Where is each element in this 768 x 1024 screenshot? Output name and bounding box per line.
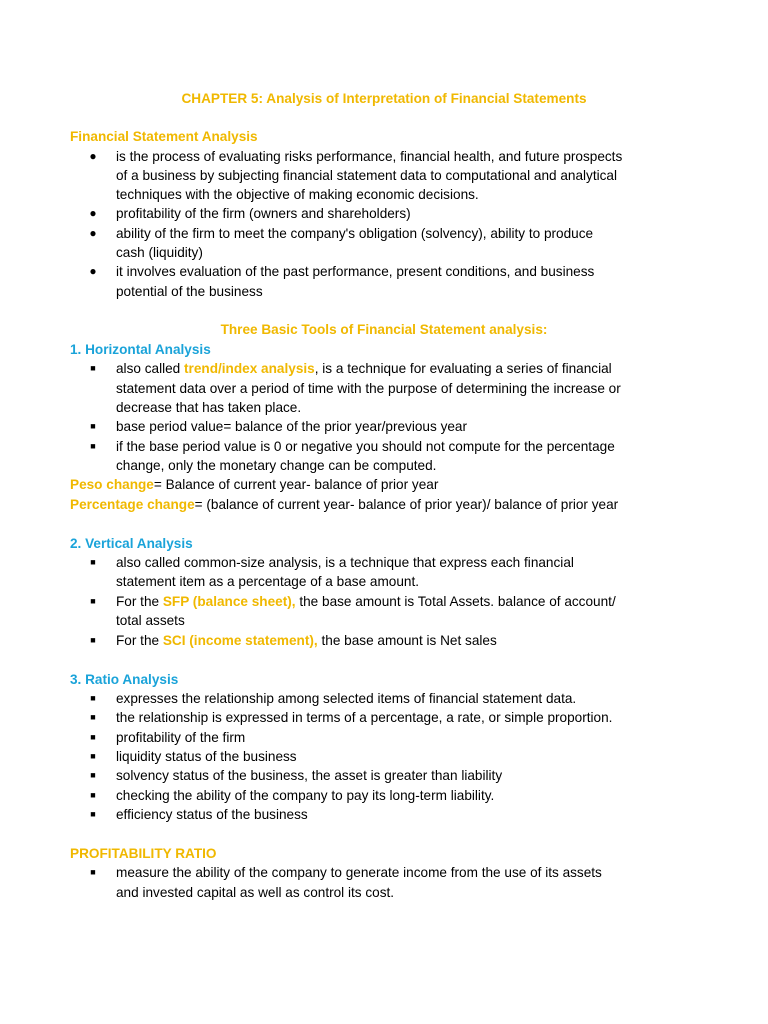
horizontal-b3-l1: if the base period value is 0 or negative you should not compute for the percentage [116,439,615,454]
bullet-square-icon: ■ [90,751,96,761]
percentage-change-label: Percentage change [70,497,195,512]
fsa-b1-l2: of a business by subjecting financial statement data to computational and analytical [116,168,618,183]
bullet-square-icon: ■ [90,557,96,567]
bullet-square-icon: ■ [90,635,96,645]
vertical-b1-l2: statement item as a percentage of a base amount. [116,574,420,589]
bullet-square-icon: ■ [90,596,96,606]
fsa-b3-l2: cash (liquidity) [116,245,203,260]
fsa-heading: Financial Statement Analysis [70,129,258,144]
bullet-square-icon: ■ [90,732,96,742]
vertical-b3 [116,631,497,650]
horizontal-b2: base period value= balance of the prior year/previous year [116,419,468,434]
percentage-change-formula: = (balance of current year- balance of prior year)/ balance of prior year [194,497,619,512]
vertical-b2-l1 [116,592,616,611]
sci-highlight: SCI (income statement), [162,633,318,648]
vertical-b3-pre: For the [116,633,163,648]
bullet-dot-icon: ● [89,226,97,240]
ratio-item: checking the ability of the company to pay its long-term liability. [116,788,495,803]
trend-index-highlight: trend/index analysis [184,361,315,376]
ratio-item: profitability of the firm [116,730,246,745]
profitability-heading: PROFITABILITY RATIO [70,846,217,861]
bullet-square-icon: ■ [90,790,96,800]
bullet-dot-icon: ● [89,206,97,220]
fsa-b4-l2: potential of the business [116,284,263,299]
fsa-b3-l1: ability of the firm to meet the company's obligation (solvency), ability to produce [116,226,594,241]
profitability-b1-l1: measure the ability of the company to generate income from the use of its assets [116,865,602,880]
ratio-item: efficiency status of the business [116,807,308,822]
percentage-change-line [70,495,618,514]
bullet-dot-icon: ● [89,149,97,163]
vertical-b1-l1: also called common-size analysis, is a technique that express each financial [116,555,574,570]
horizontal-b3-l2: change, only the monetary change can be computed. [116,458,437,473]
horizontal-b1-l1 [116,359,612,378]
bullet-square-icon: ■ [90,421,96,431]
fsa-b4-l1: it involves evaluation of the past performance, present conditions, and business [116,264,595,279]
horizontal-b1-l3: decrease that has taken place. [116,400,302,415]
bullet-square-icon: ■ [90,363,96,373]
chapter-title: CHAPTER 5: Analysis of Interpretation of Financial Statements [181,91,587,106]
fsa-b1-l3: techniques with the objective of making economic decisions. [116,187,479,202]
horizontal-b1-l2: statement data over a period of time with the purpose of determining the increase or [116,381,621,396]
profitability-b1-l2: and invested capital as well as control its cost. [116,885,395,900]
horizontal-b1-pre: also called [116,361,185,376]
ratio-item: the relationship is expressed in terms of a percentage, a rate, or simple proportion. [116,710,613,725]
ratio-item: solvency status of the business, the asset is greater than liability [116,768,503,783]
fsa-b1-l1: is the process of evaluating risks performance, financial health, and future prospects [116,149,623,164]
tools-heading: Three Basic Tools of Financial Statement analysis: [220,322,548,337]
vertical-b2-pre: For the [116,594,163,609]
bullet-dot-icon: ● [89,264,97,278]
bullet-square-icon: ■ [90,770,96,780]
peso-change-line [70,475,438,494]
vertical-b3-post: the base amount is Net sales [317,633,497,648]
peso-change-label: Peso change [70,477,154,492]
ratio-item: liquidity status of the business [116,749,297,764]
peso-change-formula: = Balance of current year- balance of prior year [153,477,439,492]
vertical-heading: 2. Vertical Analysis [70,536,193,551]
horizontal-b1-post: , is a technique for evaluating a series of financial [314,361,612,376]
horizontal-heading: 1. Horizontal Analysis [70,342,211,357]
bullet-square-icon: ■ [90,693,96,703]
ratio-item: expresses the relationship among selected items of financial statement data. [116,691,577,706]
fsa-b2: profitability of the firm (owners and shareholders) [116,206,411,221]
bullet-square-icon: ■ [90,867,96,877]
sfp-highlight: SFP (balance sheet), [162,594,296,609]
ratio-heading: 3. Ratio Analysis [70,672,179,687]
vertical-b2-post: the base amount is Total Assets. balance of account/ [295,594,616,609]
bullet-square-icon: ■ [90,712,96,722]
vertical-b2-l2: total assets [116,613,185,628]
bullet-square-icon: ■ [90,441,96,451]
bullet-square-icon: ■ [90,809,96,819]
